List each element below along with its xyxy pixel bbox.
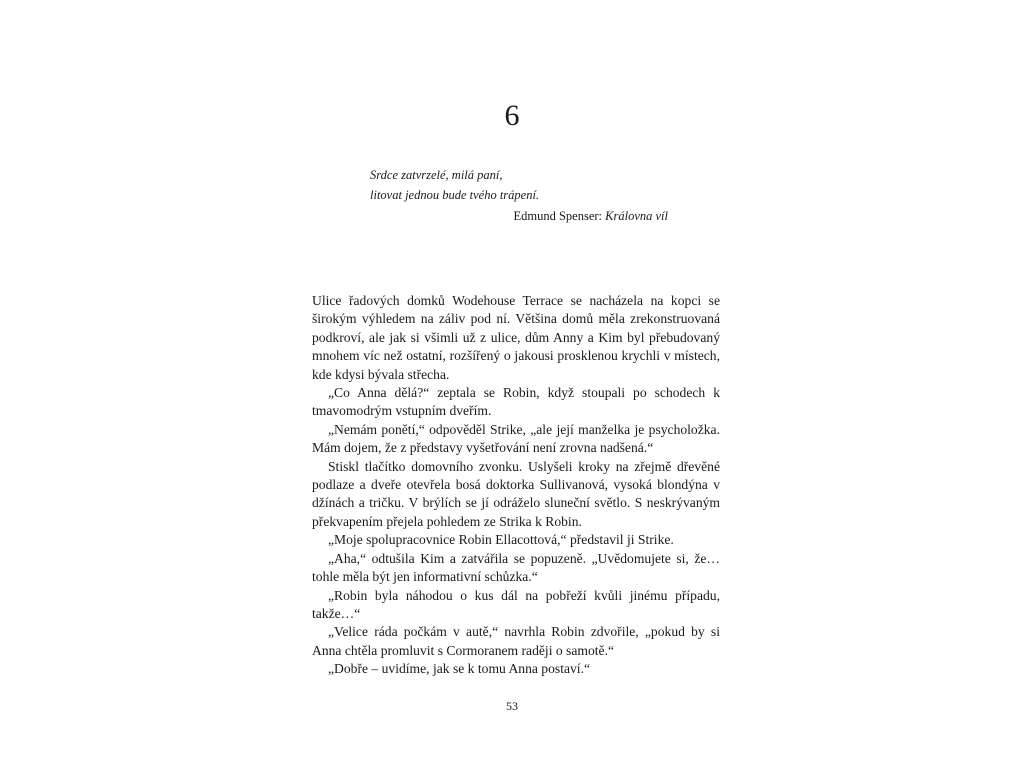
- paragraph: Stiskl tlačítko domovního zvonku. Uslyšeli kroky na zřejmě dřevěné podlaze a dveře otevřela bosá doktorka Sullivanová, vysoká blondýna v džínách a tričku. V brýlích se jí odráželo sluneční světlo. S neskrývaným překvapením přejela pohledem ze Strika k Robin.: [312, 458, 720, 529]
- epigraph-author: Edmund Spenser:: [513, 209, 606, 223]
- epigraph-attribution: [370, 206, 668, 226]
- paragraph: Ulice řadových domků Wodehouse Terrace se nacházela na kopci se širokým výhledem na záliv pod ní. Většina domů měla zrekonstruovaná podkroví, ale jak si všimli už z ulice, dům Anny a Kim byl přebudovaný mnohem víc než ostatní, rozšířený o jakousi prosklenou krychli v místech, kde kdysi bývala střecha.: [312, 293, 720, 382]
- epigraph: [370, 165, 670, 226]
- paragraph: „Moje spolupracovnice Robin Ellacottová,“ představil ji Strike.: [328, 532, 674, 548]
- epigraph-work-title: Královna víl: [605, 209, 668, 223]
- paragraph: „Aha,“ odtušila Kim a zatvářila se popuzeně. „Uvědomujete si, že… tohle měla být jen informativní schůzka.“: [312, 550, 720, 585]
- chapter-body-text: [312, 292, 720, 679]
- page-number: 53: [506, 699, 518, 713]
- paragraph: „Velice ráda počkám v autě,“ navrhla Robin zdvořile, „pokud by si Anna chtěla promluvit s Cormoranem raději o samotě.“: [312, 624, 720, 658]
- paragraph: „Co Anna dělá?“ zeptala se Robin, když stoupali po schodech k tmavomodrým vstupním dveřím.: [312, 385, 720, 419]
- paragraph: „Dobře – uvidíme, jak se k tomu Anna postaví.“: [328, 661, 591, 677]
- paragraph: „Nemám ponětí,“ odpověděl Strike, „ale její manželka je psycholožka. Mám dojem, že z představy vyšetřování není zrovna nadšená.“: [312, 421, 720, 456]
- epigraph-line: litovat jednou bude tvého trápení.: [370, 188, 540, 202]
- epigraph-line: Srdce zatvrzelé, milá paní,: [370, 168, 503, 182]
- paragraph: „Robin byla náhodou o kus dál na pobřeží kvůli jinému případu, takže…“: [312, 587, 720, 621]
- chapter-number: 6: [504, 99, 520, 132]
